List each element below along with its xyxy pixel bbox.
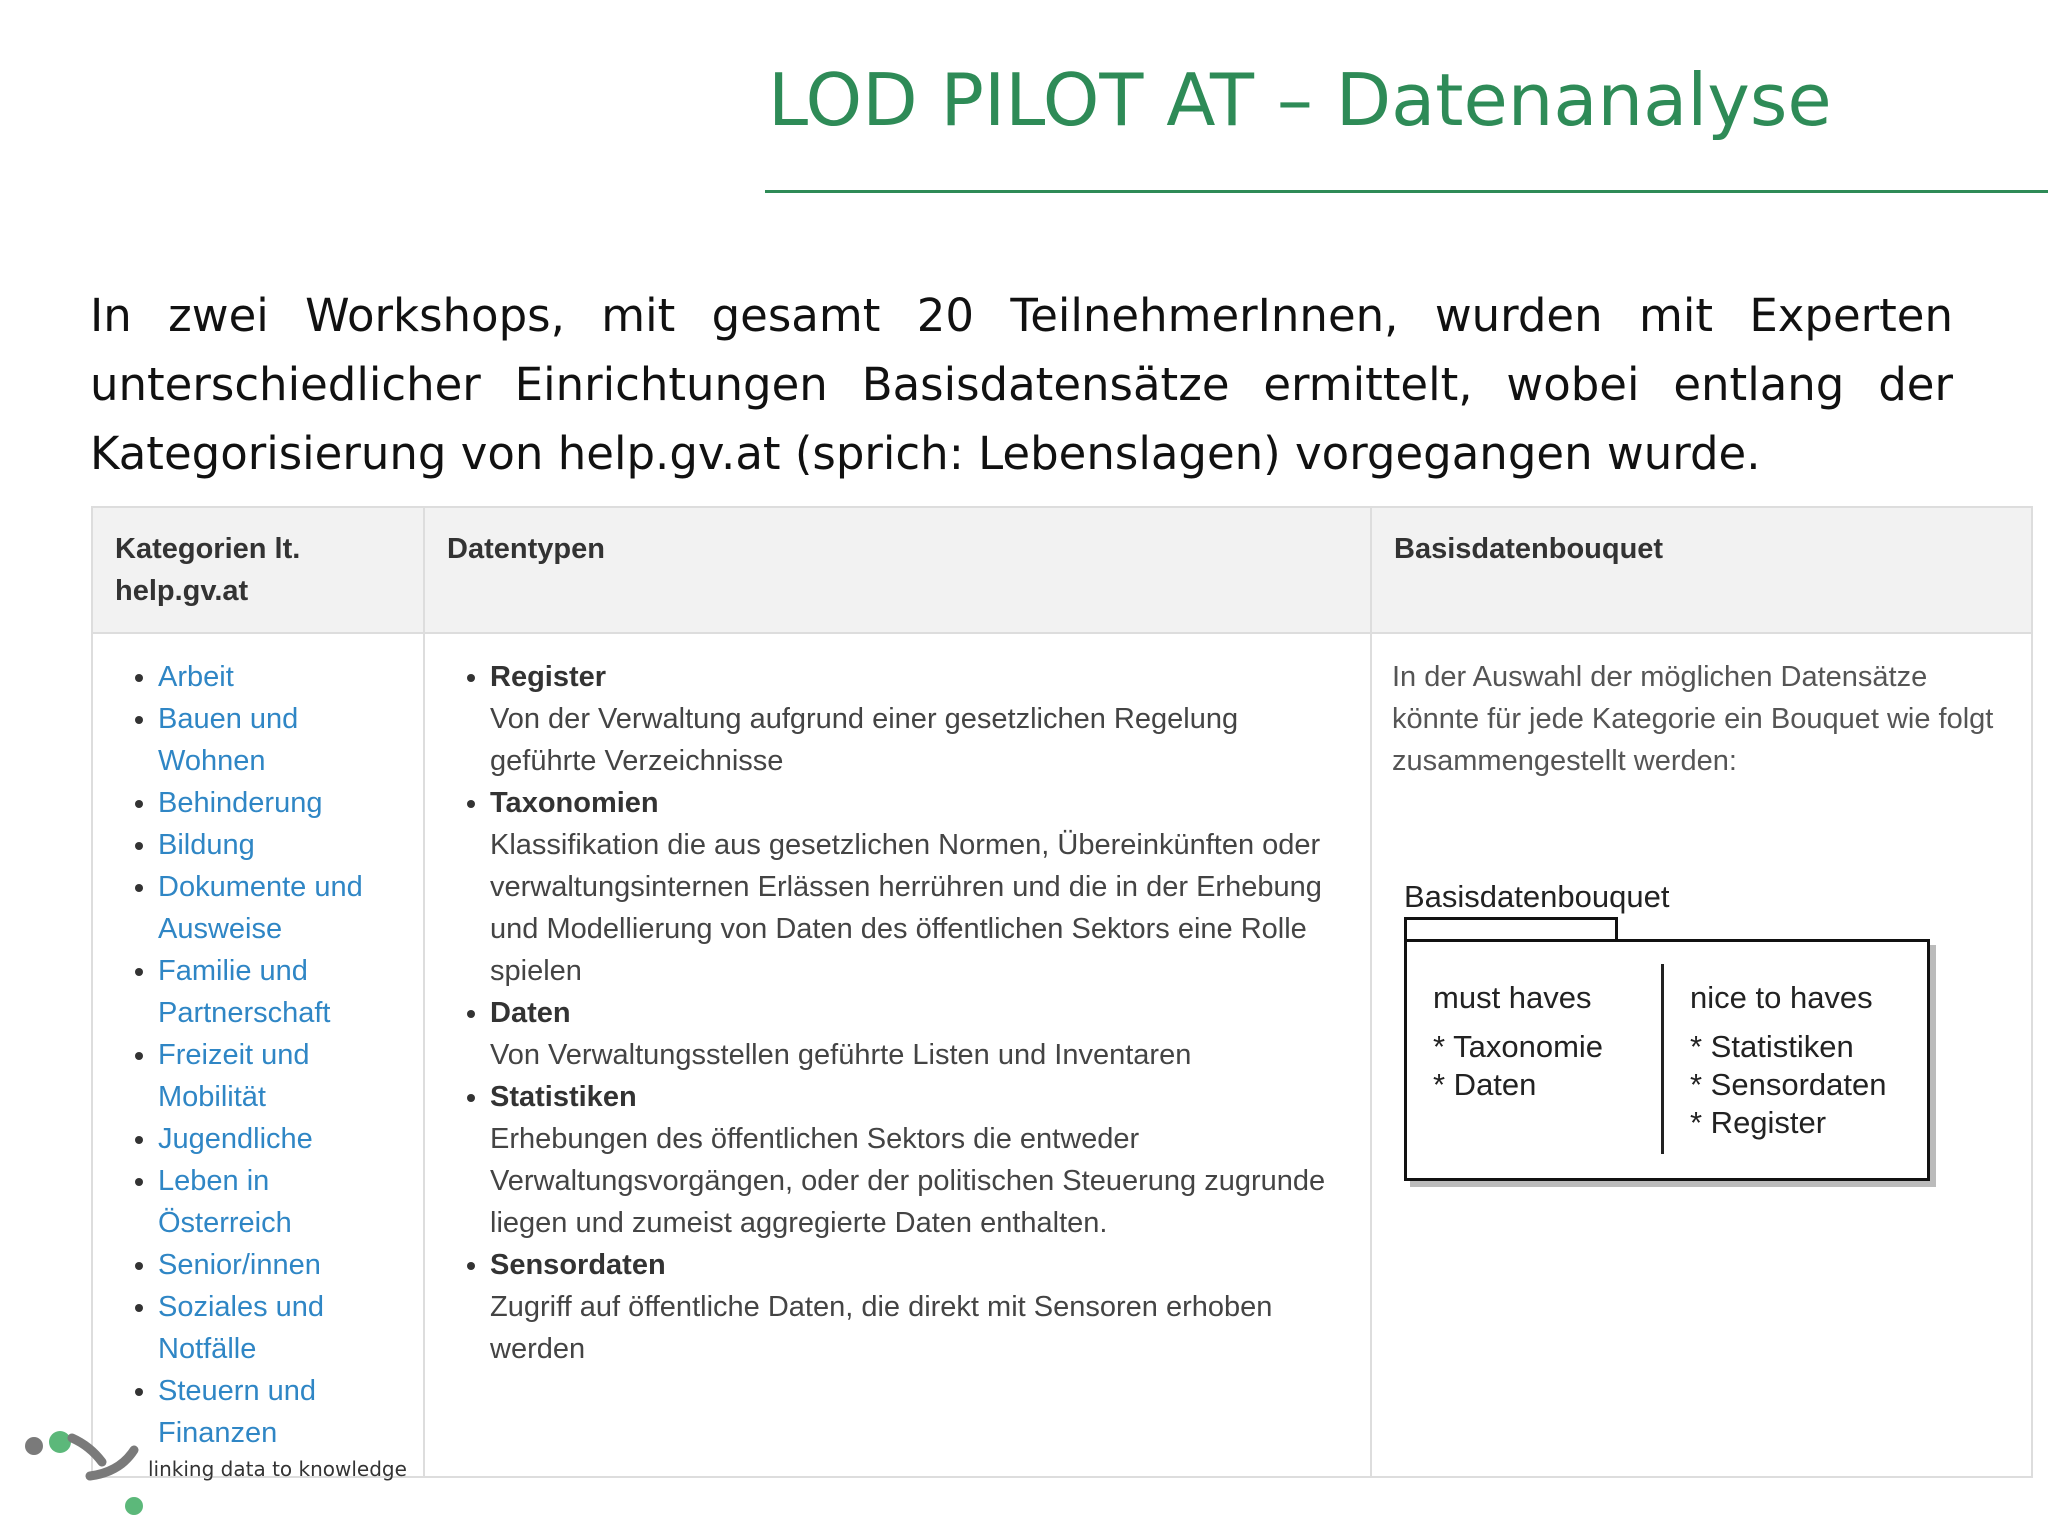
category-link[interactable]: Leben in Österreich	[158, 1165, 292, 1239]
category-link[interactable]: Dokumente und Ausweise	[158, 871, 363, 945]
list-item	[158, 782, 403, 824]
nice-to-have-item: * Register	[1690, 1105, 1827, 1140]
category-link[interactable]: Freizeit und Mobilität	[158, 1039, 310, 1113]
list-item	[490, 992, 1350, 1076]
footer-tagline: linking data to knowledge	[148, 1457, 407, 1481]
header-datentypen: Datentypen	[424, 507, 1371, 633]
category-link[interactable]: Familie und Partnerschaft	[158, 955, 331, 1029]
datatype-description: Zugriff auf öffentliche Daten, die direkt mit Sensoren erhoben werden	[490, 1291, 1273, 1365]
list-item	[158, 1286, 403, 1370]
list-item	[158, 1370, 403, 1454]
categories-cell	[92, 633, 424, 1477]
list-item	[490, 1244, 1350, 1370]
must-haves-header: must haves	[1433, 980, 1592, 1015]
category-link[interactable]: Bauen und Wohnen	[158, 703, 299, 777]
list-item	[158, 1118, 403, 1160]
list-item	[490, 1076, 1350, 1244]
diagram-box	[1404, 939, 1930, 1181]
must-have-item: * Taxonomie	[1433, 1029, 1604, 1064]
datatype-description: Von Verwaltungsstellen geführte Listen und Inventaren	[490, 1039, 1192, 1071]
header-basisdatenbouquet: Basisdatenbouquet	[1371, 507, 2032, 633]
category-table	[91, 506, 2033, 1478]
nice-to-have-item: * Statistiken	[1690, 1029, 1854, 1064]
category-link[interactable]: Behinderung	[158, 787, 323, 819]
category-link[interactable]: Soziales und Notfälle	[158, 1291, 325, 1365]
category-link[interactable]: Arbeit	[158, 661, 234, 693]
bouquet-diagram	[1404, 879, 2011, 1189]
nice-to-have-item: * Sensordaten	[1690, 1067, 1887, 1102]
diagram-title: Basisdatenbouquet	[1404, 879, 1670, 914]
list-item	[158, 824, 403, 866]
bouquet-cell	[1371, 633, 2032, 1477]
category-list	[113, 656, 403, 1454]
datatype-name: • Sensordaten	[490, 1249, 666, 1281]
nice-to-haves-column	[1690, 978, 1886, 1142]
list-item	[158, 656, 403, 698]
list-item	[490, 782, 1350, 992]
table-row	[92, 633, 2032, 1477]
slide-title: LOD PILOT AT – Datenanalyse	[768, 58, 1832, 142]
datatype-name: • Statistiken	[490, 1081, 637, 1113]
datatype-description: Von der Verwaltung aufgrund einer gesetzlichen Regelung geführte Verzeichnisse	[490, 703, 1239, 777]
diagram-divider	[1661, 964, 1664, 1154]
intro-paragraph: In zwei Workshops, mit gesamt 20 TeilnehmerInnen, wurden mit Experten unterschiedlicher Einrichtungen Basisdatensätze ermittelt, wobei entlang der Kategorisierung von help.gv.at (sprich: Lebenslagen) vorgegangen wurde.	[90, 289, 1953, 480]
category-link[interactable]: Senior/innen	[158, 1249, 321, 1281]
category-link[interactable]: Jugendliche	[158, 1123, 313, 1155]
datatype-description: Klassifikation die aus gesetzlichen Normen, Übereinkünften oder verwaltungsinternen Erlässen herrühren und die in der Erhebung und Modellierung von Daten des öffentlichen Sektors eine Rolle spielen	[490, 829, 1322, 987]
nice-to-haves-header: nice to haves	[1690, 980, 1873, 1015]
list-item	[158, 1160, 403, 1244]
title-underline	[765, 190, 2048, 193]
header-kategorien: Kategorien lt. help.gv.at	[92, 507, 424, 633]
datatype-list	[445, 656, 1350, 1370]
datatypes-cell	[424, 633, 1371, 1477]
list-item	[158, 950, 403, 1034]
must-have-item: * Daten	[1433, 1067, 1537, 1102]
list-item	[158, 1244, 403, 1286]
datatype-name: • Taxonomien	[490, 787, 659, 819]
list-item	[158, 1034, 403, 1118]
company-logo	[20, 1428, 150, 1518]
bouquet-intro-text: In der Auswahl der möglichen Datensätze könnte für jede Kategorie ein Bouquet wie folgt zusammengestellt werden:	[1392, 661, 1994, 777]
datatype-name: • Register	[490, 661, 607, 693]
must-haves-column	[1433, 978, 1603, 1104]
list-item	[490, 656, 1350, 782]
category-link[interactable]: Bildung	[158, 829, 255, 861]
category-link[interactable]: Steuern und Finanzen	[158, 1375, 317, 1449]
list-item	[158, 698, 403, 782]
list-item	[158, 866, 403, 950]
table-header-row	[92, 507, 2032, 633]
datatype-name: • Daten	[490, 997, 571, 1029]
datatype-description: Erhebungen des öffentlichen Sektors die entweder Verwaltungsvorgängen, oder der politischen Steuerung zugrunde liegen und zumeist aggregierte Daten enthalten.	[490, 1123, 1326, 1239]
